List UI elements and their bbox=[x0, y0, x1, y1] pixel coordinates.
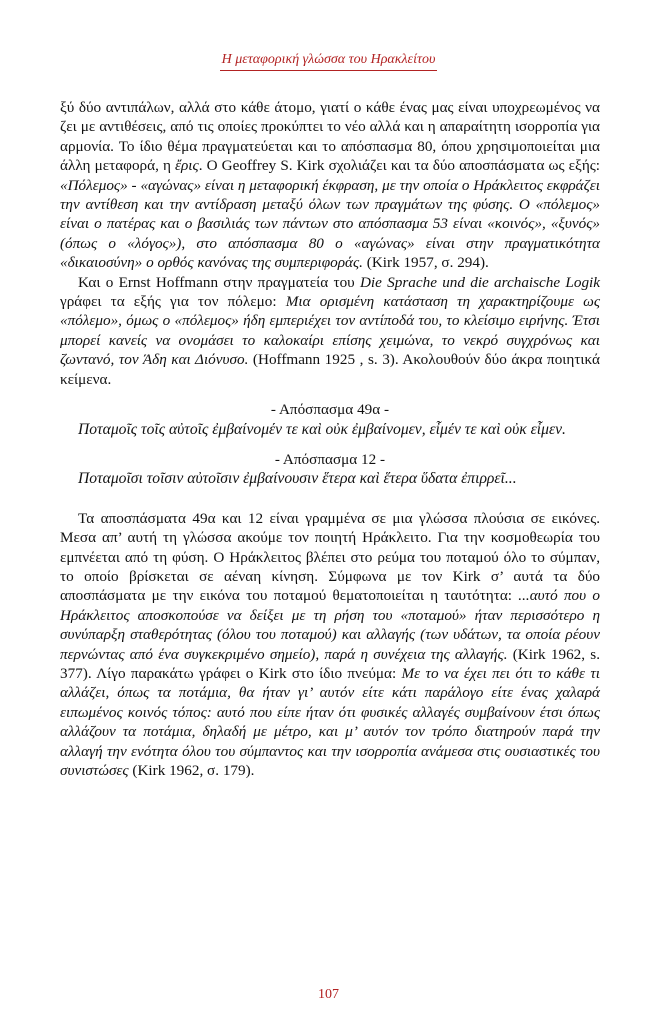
fragment-49a-text: Ποταμοῖς τοῖς αὐτοῖς ἐμβαίνομέν τε καὶ οὐκ ἐμβαίνομεν, εἶμέν τε καὶ οὐκ εἶμεν. bbox=[78, 420, 566, 438]
text-run: ξύ δύο αντιπάλων, αλλά στο κάθε άτομο, γιατί ο κάθε ένας μας είναι υποχρεωμένος να ζει με αντιθέσεις, από τις οποίες προκύπτει το νέο αλλά και η απαραίτητη ισορροπία για αρμονία. Το ίδιο θέμα πραγματεύεται και το απόσπασμα 80, όπου χρησιμοποιείται μια άλλη μεταφορά, η bbox=[60, 99, 600, 175]
text-run: Τα αποσπάσματα 49α και 12 είναι γραμμένα σε μια γλώσσα πλούσια σε εικόνες. Μεσα απ’ αυτή τη γλώσσα ακούμε τον ποιητή Ηράκλειτο. Για την κοσμοθεωρία του εμπνέεται από τη φύση. Ο Ηράκλειτος βλέπει στο ρεύμα του ποταμού όλο το σύμπαν, το οποίο βρίσκεται σε αέναη κίνηση. Σύμφωνα με τον Kirk σ’ αυτά τα δύο αποσπάσματα με την εικόνα του ποταμού θεματοποιείται η ταυτότητα: bbox=[60, 509, 600, 605]
citation: (Kirk 1962, σ. 179). bbox=[128, 762, 255, 779]
text-run: Και ο Ernst Hoffmann στην πραγματεία του bbox=[78, 273, 360, 291]
kirk-quote: ...αυτό που ο Ηράκλειτος αποσκοπούσε να δείξει με τη ρήση του «ποταμού» ήταν περισσότερο η συνύπαρξη σταθερότητας (όλου του ποταμού) και αλλαγής (των υδάτων, τα οποία ρέουν περνώντας από ένα συγκεκριμένο σημείο), παρά η συνέχεια της αλλαγής. bbox=[60, 587, 600, 663]
citation: (Kirk 1957, σ. 294). bbox=[362, 254, 489, 272]
book-title: Die Sprache und die archaische Logik bbox=[359, 273, 600, 291]
paragraph-3 bbox=[60, 509, 600, 781]
greek-term: ἔρις bbox=[175, 157, 199, 175]
hoffmann-quote: Μια ορισμένη κατάσταση τη χαρακτηρίζουμε ως «πόλεμο», όμως ο «πόλεμος» ήδη εμπεριέχει τον αντίποδά του, το κλείσιμο ειρήνης. Έτσι μπορεί κανείς να ονομάσει το καλοκαίρι επίσης χειμώνα, το νεκρό συγχρόνως και ζωντανό, τον Άδη και Διόνυσο. bbox=[60, 293, 600, 369]
paragraph-2 bbox=[60, 273, 600, 389]
fragment-12-title: - Απόσπασμα 12 - bbox=[274, 450, 386, 468]
citation: (Hoffmann 1925 , s. 3). Ακολουθούν δύο άκρα ποιητικά κείμενα. bbox=[60, 351, 600, 388]
text-run: . Ο Geoffrey S. Kirk σχολιάζει και τα δύο αποσπάσματα ως εξής: bbox=[198, 157, 600, 175]
running-header bbox=[0, 50, 657, 71]
fragment-49a-title: - Απόσπασμα 49α - bbox=[270, 401, 390, 419]
paragraph-1 bbox=[60, 98, 600, 273]
page-number: 107 bbox=[318, 987, 339, 1002]
page-body bbox=[60, 98, 600, 780]
kirk-quote: Με το να έχει πει ότι το κάθε τι αλλάζει, όπως τα ποτάμια, θα ήταν γι’ αυτόν είτε κάτι παράλογο είτε ένας χαλαρά ειπωμένος κοινός τόπος: αυτό που είπε ήταν ότι φυσικές αλλαγές συμβαίνουν έτσι όπως αλλάζουν τα ποτάμια, δηλαδή με μέτρο, και μ’ αυτόν τον τρόπο διατηρούν παρά την αλλαγή την ενότητα όλου του σύμπαντος και την ισορροπία ανάμεσα στις ουσιαστικές του συνιστώσες bbox=[60, 664, 601, 779]
kirk-quote: «Πόλεμος» - «αγώνας» είναι η μεταφορική έκφραση, με την οποία ο Ηράκλειτος εκφράζει την αντίθεση και την αντίδραση μεταξύ όλων των πραγμάτων της φύσης. Ο «πόλεμος» είναι ο πατέρας και ο βασιλιάς των πάντων στο απόσπασμα 53 είναι «κοινός», «ξυνός» (όπως ο «λόγος»), στο απόσπασμα 80 ο «αγώνας» είναι στην πραγματικότητα «δικαιοσύνη» ο ορθός κανόνας της συμπεριφοράς. bbox=[60, 176, 600, 272]
text-run: γράφει τα εξής για τον πόλεμο: bbox=[60, 293, 286, 311]
spacer bbox=[60, 489, 600, 509]
fragment-12-text: Ποταμοῖσι τοῖσιν αὐτοῖσιν ἐμβαίνουσιν ἕτερα καὶ ἕτερα ὕδατα ἐπιρρεῖ... bbox=[78, 470, 517, 488]
running-title: Η μεταφορική γλώσσα του Ηρακλείτου bbox=[220, 52, 438, 71]
text-run: (Kirk 1962, s. 377). Λίγο παρακάτω γράφει ο Kirk στο ίδιο πνεύμα: bbox=[60, 645, 601, 682]
